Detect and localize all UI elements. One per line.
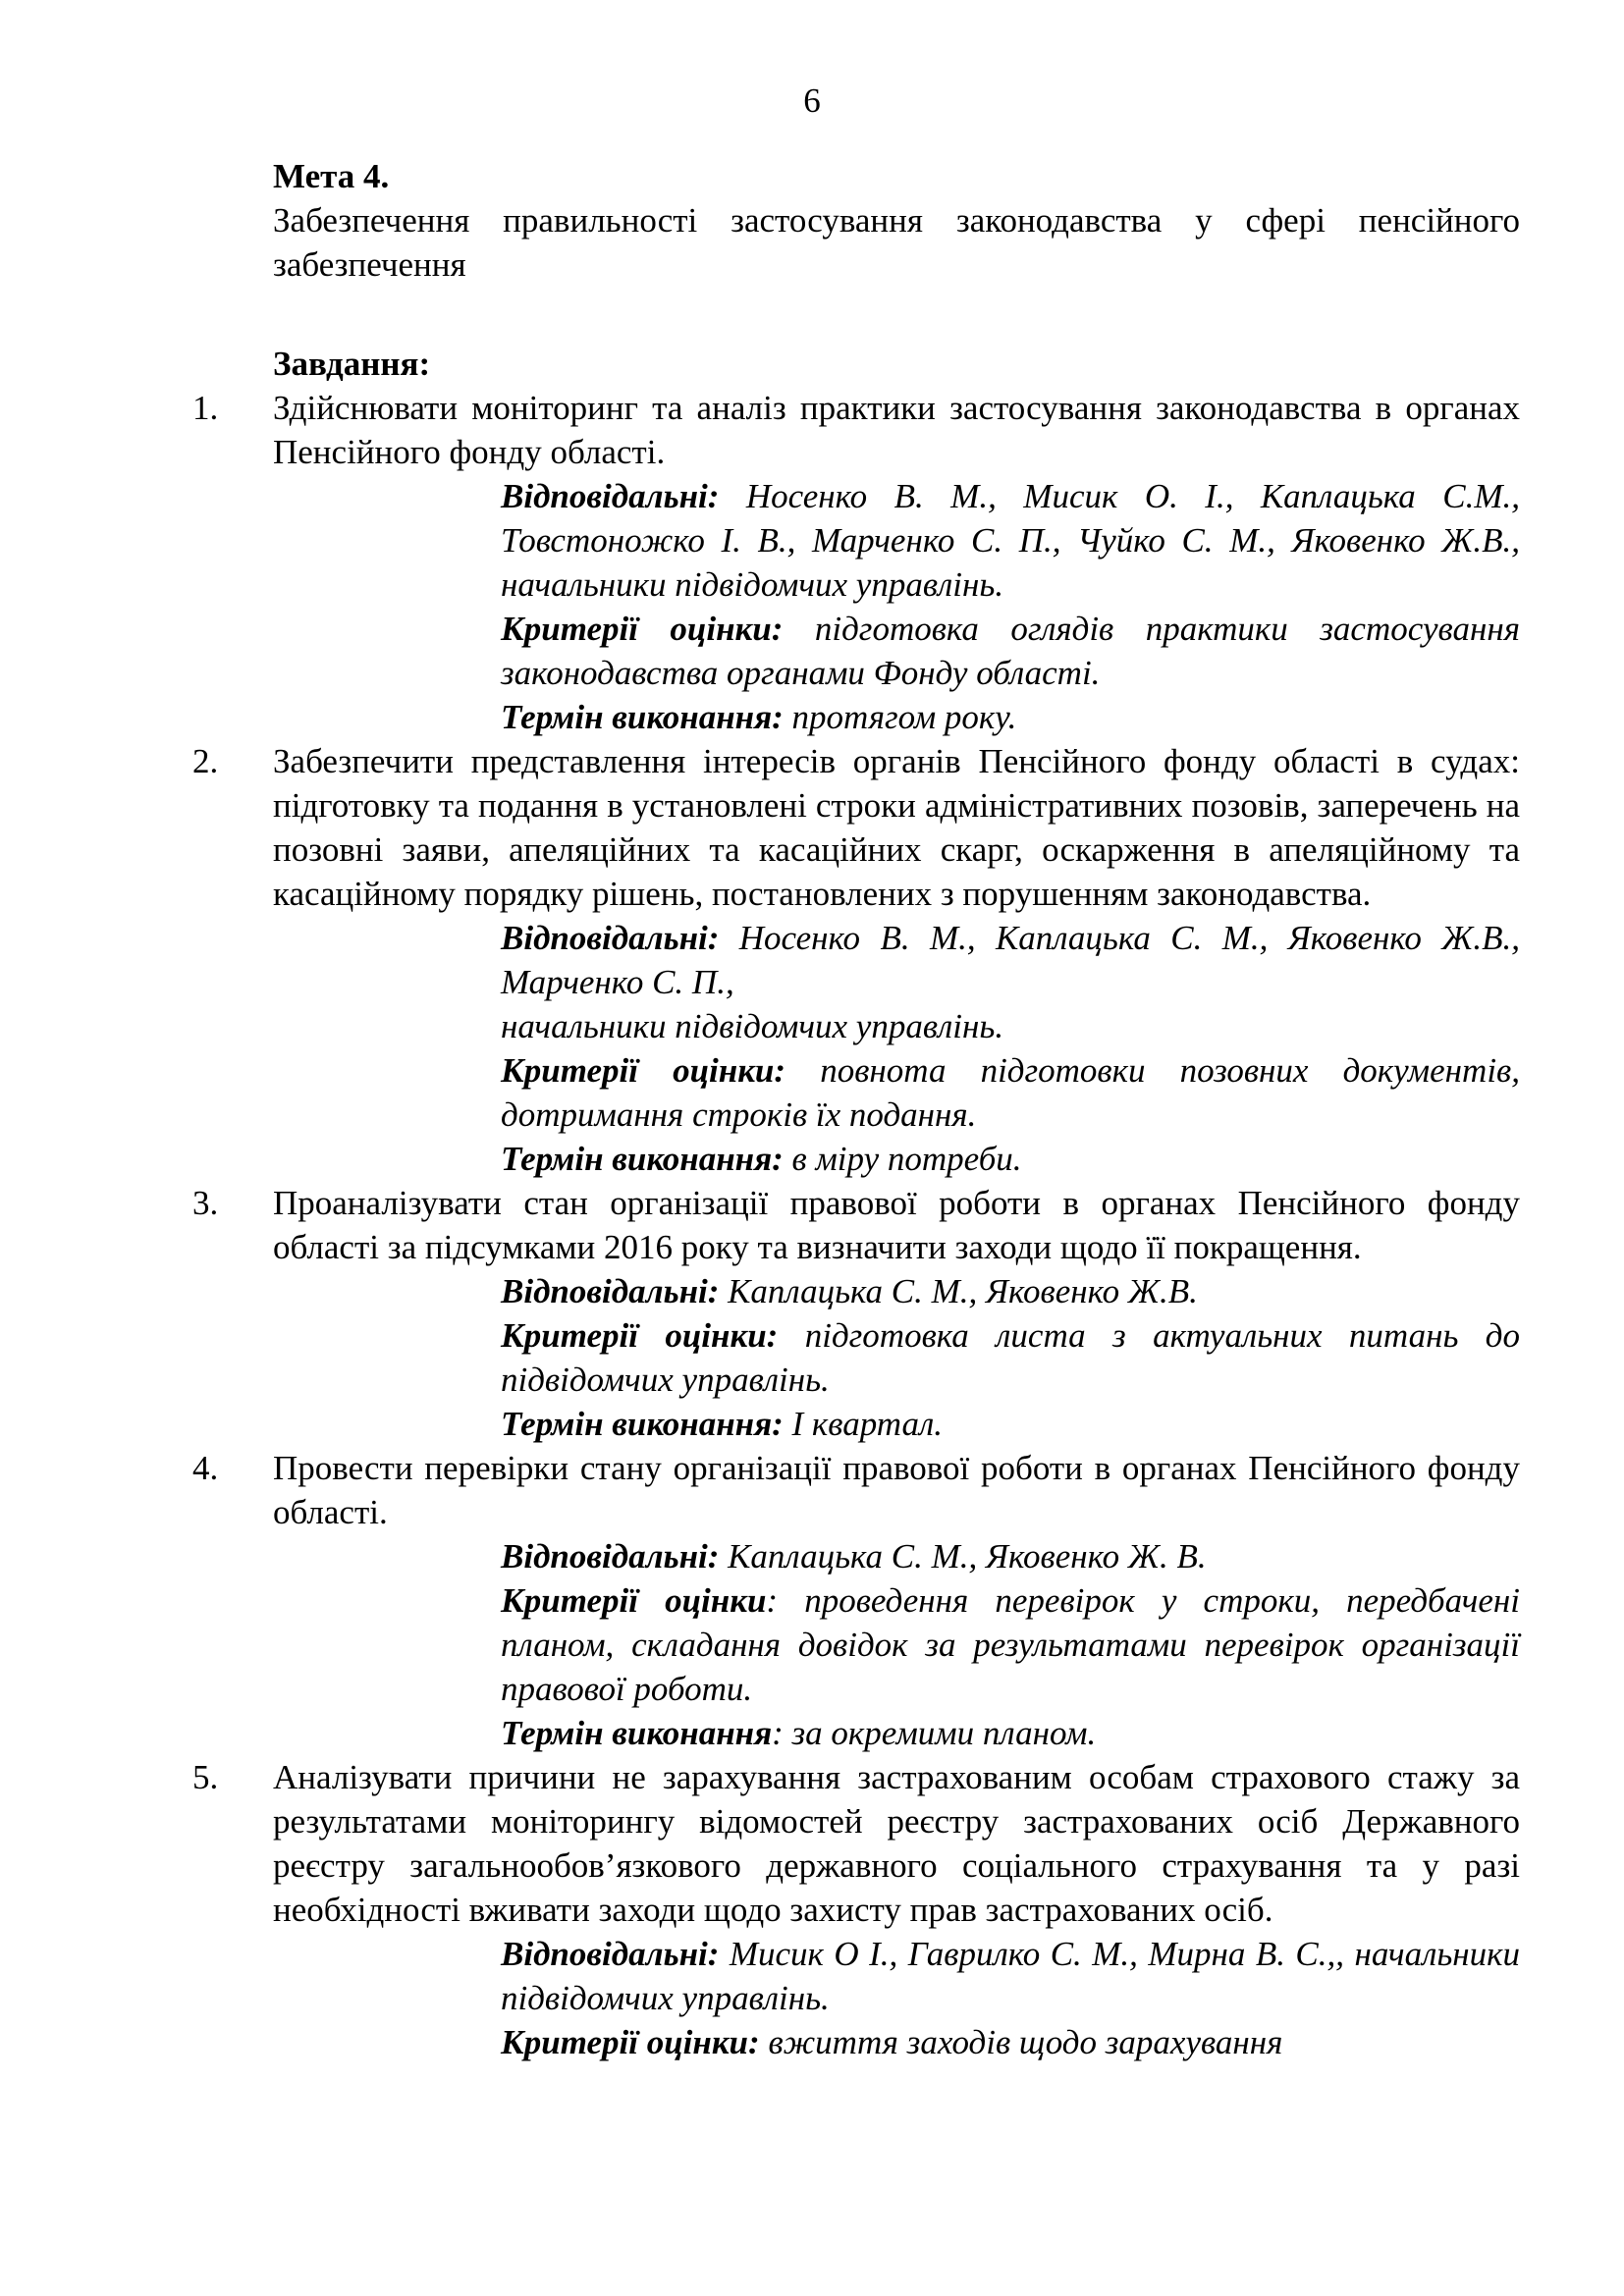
- criteria-label: Критерії оцінки: [501, 1581, 767, 1620]
- criteria-value: : проведення перевірок у строки, передбачені планом, складання довідок за результатами перевірок організації правової роботи.: [501, 1581, 1520, 1708]
- task-text: Здійснювати моніторинг та аналіз практики застосування законодавства в органах Пенсійного фонду області.: [273, 389, 1520, 471]
- responsible-value: Носенко В. М., Каплацька С. М., Яковенко Ж.В., Марченко С. П.,: [501, 919, 1520, 1001]
- task-number: 4.: [192, 1449, 219, 1487]
- term-value: в міру потреби.: [783, 1140, 1022, 1178]
- task-item: [192, 386, 1520, 739]
- task-number: 1.: [192, 389, 219, 427]
- task-term: [501, 695, 1520, 739]
- term-value: протягом року.: [783, 698, 1017, 736]
- task-item: [192, 739, 1520, 1181]
- task-item: [192, 1446, 1520, 1755]
- task-criteria: [501, 1578, 1520, 1711]
- criteria-label: Критерії оцінки:: [501, 2023, 760, 2061]
- task-criteria: [501, 1313, 1520, 1402]
- tasks-heading: Завдання:: [273, 345, 431, 383]
- term-label: Термін виконання: [501, 1714, 773, 1752]
- term-value: : за окремими планом.: [772, 1714, 1097, 1752]
- task-responsible: [501, 1534, 1520, 1578]
- responsible-label: Відповідальні:: [501, 1935, 720, 1973]
- criteria-value: повнота підготовки позовних документів, дотримання строків їх подання.: [501, 1051, 1520, 1134]
- criteria-value: підготовка листа з актуальних питань до підвідомчих управлінь.: [501, 1316, 1521, 1399]
- responsible-value: Каплацька С. М., Яковенко Ж.В.: [719, 1272, 1198, 1310]
- task-number: 5.: [192, 1758, 219, 1796]
- responsible-value: Каплацька С. М., Яковенко Ж. В.: [719, 1537, 1207, 1575]
- task-item: [192, 1181, 1521, 1446]
- task-responsible-extra: начальники підвідомчих управлінь.: [501, 1007, 1004, 1045]
- task-term: [501, 1711, 1520, 1755]
- criteria-value: вжиття заходів щодо зарахування: [759, 2023, 1283, 2061]
- task-text: Аналізувати причини не зарахування застрахованим особам страхового стажу за результатами моніторингу відомостей реєстру застрахованих осіб Державного реєстру загальнообов’язкового державного соціального страхування та у разі необхідності вживати заходи щодо захисту прав застрахованих осіб.: [273, 1758, 1520, 1929]
- task-responsible: [501, 1932, 1520, 2020]
- responsible-value: Мисик О І., Гаврилко С. М., Мирна В. С.,, начальники підвідомчих управлінь.: [501, 1935, 1520, 2017]
- criteria-value: підготовка оглядів практики застосування законодавства органами Фонду області.: [501, 610, 1520, 692]
- responsible-label: Відповідальні:: [501, 477, 720, 515]
- task-responsible: [501, 916, 1520, 1004]
- goal-text: Забезпечення правильності застосування законодавства у сфері пенсійного забезпечення: [273, 201, 1520, 284]
- criteria-label: Критерії оцінки:: [501, 1051, 786, 1090]
- task-item: [192, 1755, 1520, 2064]
- task-number: 3.: [192, 1184, 219, 1222]
- task-term: [501, 1402, 1520, 1446]
- task-criteria: [501, 2020, 1520, 2064]
- task-responsible: [501, 474, 1520, 607]
- responsible-label: Відповідальні:: [501, 919, 720, 957]
- term-label: Термін виконання:: [501, 1140, 784, 1178]
- term-label: Термін виконання:: [501, 698, 784, 736]
- spacer: [273, 287, 1520, 342]
- task-text: Провести перевірки стану організації правової роботи в органах Пенсійного фонду області.: [273, 1449, 1520, 1531]
- criteria-label: Критерії оцінки:: [501, 610, 784, 648]
- task-text: Проаналізувати стан організації правової роботи в органах Пенсійного фонду області за підсумками 2016 року та визначити заходи щодо її покращення.: [273, 1184, 1520, 1266]
- page-number: 6: [803, 81, 821, 120]
- page-content: [192, 154, 1521, 2064]
- responsible-value: Носенко В. М., Мисик О. І., Каплацька С.М., Товстоножко І. В., Марченко С. П., Чуйко С. М., Яковенко Ж.В., начальники підвідомчих управлінь.: [501, 477, 1520, 604]
- task-number: 2.: [192, 742, 219, 780]
- task-text: Забезпечити представлення інтересів органів Пенсійного фонду області в судах: підготовку та подання в установлені строки адміністративних позовів, заперечень на позовні заяви, апеляційних та касаційних скарг, оскарження в апеляційному та касаційному порядку рішень, постановлених з порушенням законодавства.: [273, 742, 1520, 913]
- goal-title: Мета 4.: [273, 157, 390, 195]
- responsible-label: Відповідальні:: [501, 1272, 720, 1310]
- term-label: Термін виконання:: [501, 1405, 784, 1443]
- task-criteria: [501, 1048, 1520, 1137]
- responsible-label: Відповідальні:: [501, 1537, 720, 1575]
- term-value: І квартал.: [783, 1405, 944, 1443]
- task-criteria: [501, 607, 1520, 695]
- task-responsible: [501, 1269, 1520, 1313]
- criteria-label: Критерії оцінки:: [501, 1316, 779, 1355]
- task-term: [501, 1137, 1520, 1181]
